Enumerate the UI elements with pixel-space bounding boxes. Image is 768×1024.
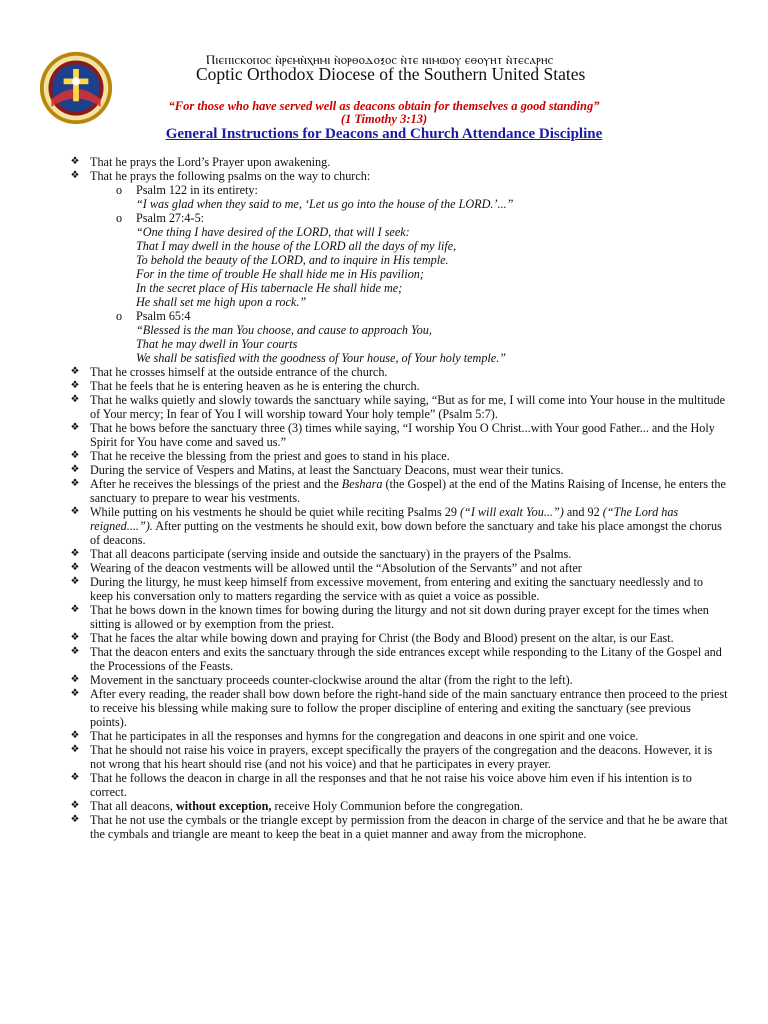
diamond-bullet-icon: ❖	[70, 422, 80, 433]
psalm-quote-line: That he may dwell in Your courts	[136, 337, 298, 351]
list-item: ❖ Movement in the sanctuary proceeds counter-clockwise around the altar (from the right to the left).	[68, 673, 728, 687]
diamond-bullet-icon: ❖	[70, 632, 80, 643]
list-item: ❖ While putting on his vestments he should be quiet while reciting Psalms 29 (“I will exalt You...”) and 92 (“The Lord has reigned....”). After putting on the vestments he should exit, bow down before the sanctuary and take his place amongst the chorus of deacons.	[68, 505, 728, 547]
diamond-bullet-icon: ❖	[70, 800, 80, 811]
instruction-list	[68, 155, 728, 841]
diamond-bullet-icon: ❖	[70, 674, 80, 685]
list-item: ❖ That he bows down in the known times for bowing during the liturgy and not sit down during prayer except for the times when sitting is allowed or by exemption from the priest.	[68, 603, 728, 631]
list-item: ❖ Wearing of the deacon vestments will be allowed until the “Absolution of the Servants” and not after	[68, 561, 728, 575]
diamond-bullet-icon: ❖	[70, 506, 80, 517]
list-item: ❖ After every reading, the reader shall bow down before the right-hand side of the main sanctuary entrance then proceed to the priest to receive his blessing while making sure to follow the proper discipline of entering and exiting the sanctuary (see previous points).	[68, 687, 728, 729]
diamond-bullet-icon: ❖	[70, 394, 80, 405]
circle-bullet-icon: o	[116, 211, 123, 225]
diamond-bullet-icon: ❖	[70, 576, 80, 587]
list-item: ❖ That he faces the altar while bowing down and praying for Christ (the Body and Blood) present on the altar, is our East.	[68, 631, 728, 645]
diamond-bullet-icon: ❖	[70, 730, 80, 741]
psalm-quote-line: He shall set me high upon a rock.”	[136, 295, 307, 309]
sub-list-item: o Psalm 65:4	[116, 309, 191, 323]
coptic-heading: Ⲡⲓⲉⲡⲓⲥⲕⲟⲡⲟⲥ ⲛ̀ⲣⲉⲙⲛ̀ⲭⲏⲙⲓ ⲛ̀ⲟⲣⲑⲟⲇⲟⲝⲟⲥ ⲛ̀ⲧⲉ ⲛⲓⲙⲱⲟⲩ ⲉⲑⲟⲩⲏⲧ ⲛ̀ⲧⲉⲥⲁⲣⲏⲥ	[206, 53, 554, 67]
diamond-bullet-icon: ❖	[70, 744, 80, 755]
diamond-bullet-icon: ❖	[70, 478, 80, 489]
diamond-bullet-icon: ❖	[70, 814, 80, 825]
list-item: ❖ That he prays the Lord’s Prayer upon awakening.	[68, 155, 728, 169]
circle-bullet-icon: o	[116, 309, 123, 323]
psalm-quote-line: To behold the beauty of the LORD, and to inquire in His temple.	[136, 253, 449, 267]
sub-list-item: o Psalm 122 in its entirety:	[116, 183, 258, 197]
list-item: ❖ That he participates in all the responses and hymns for the congregation and deacons in one spirit and one voice.	[68, 729, 728, 743]
list-item: ❖ After he receives the blessings of the priest and the Beshara (the Gospel) at the end of the Matins Raising of Incense, he enters the sanctuary to prepare to wear his vestments.	[68, 477, 728, 505]
list-item: ❖ That he feels that he is entering heaven as he is entering the church.	[68, 379, 728, 393]
diamond-bullet-icon: ❖	[70, 604, 80, 615]
list-item: ❖ That all deacons participate (serving inside and outside the sanctuary) in the prayers of the Psalms.	[68, 547, 728, 561]
diamond-bullet-icon: ❖	[70, 772, 80, 783]
list-item: ❖ That he bows before the sanctuary three (3) times while saying, “I worship You O Christ...with Your good Father... and the Holy Spirit for You have come and saved us.”	[68, 421, 728, 449]
list-item: ❖ That he receive the blessing from the priest and goes to stand in his place.	[68, 449, 728, 463]
list-item: ❖ That he should not raise his voice in prayers, except specifically the prayers of the congregation and the deacons. However, it is not wrong that his heart should rise (and not his voice) and that he participates in every prayer.	[68, 743, 728, 771]
diamond-bullet-icon: ❖	[70, 380, 80, 391]
list-item: ❖ That he not use the cymbals or the triangle except by permission from the deacon in charge of the service and that he be aware that the cymbals and triangle are meant to keep the beat in a quiet manner and away from the microphone.	[68, 813, 728, 841]
list-item: ❖ That he prays the following psalms on the way to church:	[68, 169, 728, 183]
epigraph-reference: (1 Timothy 3:13)	[340, 112, 428, 126]
list-item: ❖ During the liturgy, he must keep himself from excessive movement, from entering and exiting the sanctuary needlessly and to keep his conversation only to matters regarding the service with as quiet a voice as possible.	[68, 575, 728, 603]
diamond-bullet-icon: ❖	[70, 450, 80, 461]
diamond-bullet-icon: ❖	[70, 688, 80, 699]
diamond-bullet-icon: ❖	[70, 366, 80, 377]
sub-list-item: o Psalm 27:4-5:	[116, 211, 205, 225]
circle-bullet-icon: o	[116, 183, 123, 197]
diamond-bullet-icon: ❖	[70, 562, 80, 573]
list-item: ❖ That he walks quietly and slowly towards the sanctuary while saying, “But as for me, I will come into Your house in the multitude of Your mercy; In fear of You I will worship toward Your holy temple” (Psalm 5:7).	[68, 393, 728, 421]
list-item: ❖ That he follows the deacon in charge in all the responses and that he not raise his voice above him even if his intention is to correct.	[68, 771, 728, 799]
list-item: ❖ During the service of Vespers and Matins, at least the Sanctuary Deacons, must wear their tunics.	[68, 463, 728, 477]
diamond-bullet-icon: ❖	[70, 464, 80, 475]
diamond-bullet-icon: ❖	[70, 646, 80, 657]
list-item: ❖ That the deacon enters and exits the sanctuary through the side entrances except while responding to the Litany of the Gospel and the Processions of the Feasts.	[68, 645, 728, 673]
psalm-quote-line: “One thing I have desired of the LORD, that will I seek:	[136, 225, 410, 239]
psalm-quote-line: In the secret place of His tabernacle He shall hide me;	[136, 281, 403, 295]
diamond-bullet-icon: ❖	[70, 156, 80, 167]
list-item: ❖ That all deacons, without exception, receive Holy Communion before the congregation.	[68, 799, 728, 813]
diocese-name: Coptic Orthodox Diocese of the Southern United States	[196, 64, 586, 84]
psalm-quote-line: For in the time of trouble He shall hide me in His pavilion;	[136, 267, 424, 281]
psalm-quote-line: “I was glad when they said to me, ‘Let us go into the house of the LORD.’...”	[136, 197, 514, 211]
psalm-quote-line: We shall be satisfied with the goodness of Your house, of Your holy temple.”	[136, 351, 507, 365]
psalm-quote-line: That I may dwell in the house of the LORD all the days of my life,	[136, 239, 457, 253]
diamond-bullet-icon: ❖	[70, 170, 80, 181]
psalm-quote-line: “Blessed is the man You choose, and cause to approach You,	[136, 323, 432, 337]
epigraph-verse: “For those who have served well as deacons obtain for themselves a good standing”	[168, 99, 600, 113]
document-title: General Instructions for Deacons and Church Attendance Discipline	[165, 126, 603, 142]
diamond-bullet-icon: ❖	[70, 548, 80, 559]
list-item: ❖ That he crosses himself at the outside entrance of the church.	[68, 365, 728, 379]
